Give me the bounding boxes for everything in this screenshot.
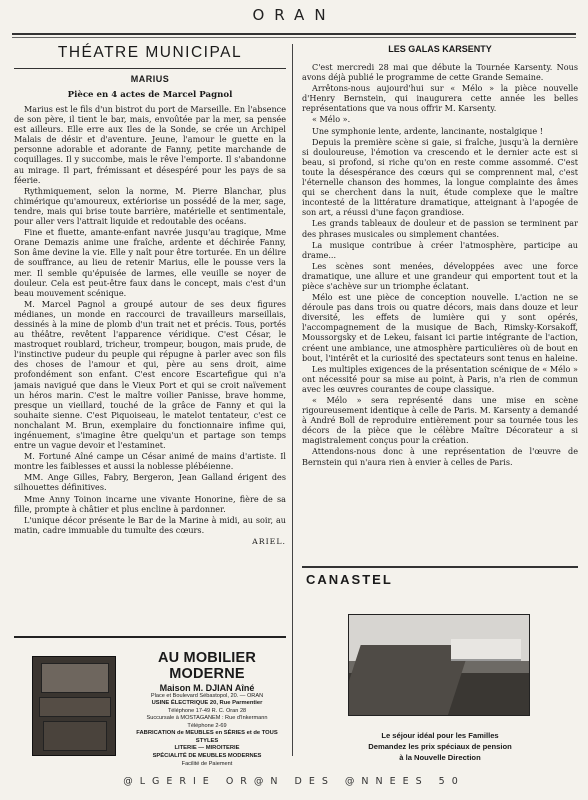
paragraph: Mélo est une pièce de conception nouvelle. L'action ne se déroule pas dans trois ou quatre décors, mais dans douze et leur diversité, les effets de lumière qui y sont opérés, l'accompagnement de la musique de Bach, Rimsky-Korsakoff, Moussorgsky et de Lekeu, faisant ici partie intégrante de l'action, créent une ambiance, une atmosphère particulières où de bout en bout, l'intérêt et la curiosité des spectateurs sont tenus en haleine.: [302, 292, 578, 363]
masthead-rule: [12, 33, 576, 35]
paragraph: Une symphonie lente, ardente, lancinante, nostalgique !: [312, 125, 543, 136]
advertisement-canastel: [302, 566, 578, 766]
paragraph: Marius est le fils d'un bistrot du port de Marseille. En l'absence de son père, il tient le bar, mais, envoûtée par la mer, sa pensée est ailleurs. Elle erre aux Iles de la Sonde, se crée un Archipel Malais de désir et d'aventure. Jeune, l'amour le guette en la personne adorable et adorante de Fanny, petite marchande de coquillages. Il y succombe, mais le rêve l'emporte. Il s'abandonne au mirage. Il part, frémissant et désespéré pour les pays de sa féerie.: [14, 104, 286, 185]
caption-line: Demandez les prix spéciaux de pension: [368, 742, 512, 751]
caption-line: à la Nouvelle Direction: [399, 753, 481, 762]
ad-line: Téléphone 17-49 R. C. Oran 28: [167, 708, 247, 714]
ad-line: Facilité de Paiement: [181, 760, 233, 767]
paragraph: Les grands tableaux de douleur et de passion se terminent par des phrases musicales ou simplement chantées.: [302, 218, 578, 239]
paragraph: « Mélo » sera représenté dans une mise en scène rigoureusement identique à celle de Paris. M. Karsenty a demandé à André Boll de reproduire entièrement pour sa tournée tous les décors de la pièce que le célèbre Maître Décorateur a si magistralement conçus pour la création.: [302, 395, 578, 446]
masthead: ORAN: [252, 6, 336, 24]
paragraph: L'unique décor présente le Bar de la Marine à midi, au soir, au matin, cadre immuable du tumulte des cœurs.: [14, 514, 286, 535]
canastel-caption: [302, 730, 578, 763]
ad-line: LITERIE — MIROITERIE: [174, 745, 240, 752]
paragraph: Fine et fluette, amante-enfant navrée jusqu'au tragique, Mme Orane Demazis anime une fraîche, ardente et déchirée Fanny, Son âme devine la vie. Elle y naît pour être torturée. En un délire de souffrance, au lieu de retenir Marius, elle le pousse vers la mer. Il semble qu'épuisée de larmes, elle veuille se noyer de douleur. Cela est peut-être faux dans le concept, mais c'est d'un beau mouvement scénique.: [14, 227, 286, 298]
canastel-title: CANASTEL: [306, 572, 393, 587]
furniture-photo: [32, 656, 116, 756]
ad-line: Téléphone 2-69: [187, 722, 227, 729]
ad-line: Succursale à MOSTAGANEM : Rue d'Inkermann: [146, 715, 268, 722]
article-title: MARIUS: [130, 74, 170, 84]
column-divider: [292, 44, 293, 756]
paragraph: Mme Anny Toinon incarne une vivante Honorine, fière de sa fille, prompte à châtier et plus encline à pardonner.: [14, 493, 286, 514]
article-title: LES GALAS KARSENTY: [388, 44, 492, 54]
left-column: [14, 42, 286, 632]
ad-house: Maison M. DJIAN Aîné: [159, 683, 255, 693]
article-body: [14, 104, 286, 535]
ad-line: Place et Boulevard Sébastopol, 20. — ORAN: [150, 693, 264, 699]
canastel-rule: [302, 566, 578, 568]
ad-line: SPÉCIALITÉ DE MEUBLES MODERNES: [152, 753, 262, 759]
advertisement-mobilier: [14, 636, 286, 768]
paragraph: Arrêtons-nous aujourd'hui sur « Mélo » la pièce nouvelle d'Henry Bernstein, qui inaugurera cette année les belles représentations que va nous offrir M. Karsenty.: [302, 83, 578, 114]
section-title: THÉATRE MUNICIPAL: [57, 44, 243, 61]
canastel-photo: [348, 614, 530, 716]
paragraph: La musique contribue à créer l'atmosphère, participe au drame...: [302, 239, 578, 260]
right-column: [302, 42, 578, 560]
paragraph: M. Marcel Pagnol a groupé autour de ses deux figures médianes, un monde en raccourci de travailleurs marseillais, dessinés à la mine de plomb d'un trait net et précis. Tous, portés au théâtre, revêtent l'apparence véridique. C'est César, le mastroquet roublard, tricheur, trompeur, bougon, mais prude, de l'instinctive pudeur du peuple qui répugne à parler avec son fils des choses de l'amour et qui, père au sens droit, aime profondément son enfant. C'est encore Escartefigue qui n'a jamais navigué que dans le Vieux Port et qui se croit naïvement un héros marin. C'est le maître voilier Panisse, brave homme, presque un vieillard, touché de la grâce de Fanny et qui la souhaite sienne. C'est Piquoiseau, le matelot tentateur, c'est ce nonchalant M. Brun, exemplaire du fonctionnaire infime qui, ingénuement, s'imagine être quelqu'un et partage son temps entre un vague devoir et l'estaminet.: [14, 298, 286, 451]
ad-line: USINE ÉLECTRIQUE 20, Rue Parmentier: [151, 700, 263, 707]
paragraph: Les multiples exigences de la présentation scénique de « Mélo » ont nécessité pour sa mise au point, à Paris, n'a rien de commun avec les œuvres courantes de coupe classique.: [302, 363, 578, 394]
signature: ARIEL.: [252, 536, 286, 546]
masthead-rule-thin: [12, 37, 576, 38]
paragraph: « Mélo ».: [312, 114, 351, 125]
paragraph: C'est mercredi 28 mai que débute la Tournée Karsenty. Nous avons déjà publié le programme de cette Grande Semaine.: [302, 62, 578, 83]
ad-line: FABRICATION de MEUBLES en SÉRIES et de TOUS STYLES: [136, 730, 278, 744]
caption-line: Le séjour idéal pour les Familles: [381, 731, 499, 740]
article-subtitle: Pièce en 4 actes de Marcel Pagnol: [67, 90, 233, 100]
ad-text-block: [126, 650, 288, 768]
paragraph: M. Fortuné Aîné campe un César animé de mains d'artiste. Il montre les faiblesses et aussi la noblesse plébéienne.: [14, 451, 286, 472]
paragraph: Attendons-nous donc à une représentation de l'œuvre de Bernstein qui n'aura rien à envier à celles de Paris.: [302, 446, 578, 467]
paragraph: MM. Ange Gilles, Fabry, Bergeron, Jean Galland érigent des silhouettes définitives.: [14, 472, 286, 493]
section-rule: [14, 68, 286, 69]
footer-watermark: @LGERIE OR@N DES @NNEES 50: [123, 776, 465, 787]
paragraph: Les scènes sont menées, développées avec une force dramatique, une allure et une grandeur qui emportent tout et la pièce s'achève sur un triomphe éclatant.: [302, 260, 578, 291]
ad-brand: AU MOBILIER MODERNE: [157, 650, 257, 682]
article-body: [302, 62, 578, 467]
paragraph: Rythmiquement, selon la norme, M. Pierre Blanchar, plus chimérique qu'amoureux, extériorise un possédé de la mer, sage, tendre, mais qui brise toute barrière, matérielle et sentimentale, pour aller vers l'attrait liquide et redoutable des océans.: [14, 185, 286, 227]
paragraph: Depuis la première scène si gaie, si fraîche, jusqu'à la dernière si douloureuse, l'émotion va crescendo et le dernier acte est si beau, si profond, si riche qu'on en reste comme assommé. C'est toute la désespérance des cœurs qui se comprennent mal, c'est l'éternelle chanson des hommes, la longue complainte des âmes qui se cherchent dans la nuit, étude complexe que le maître incontesté de la littérature dramatique, atteignant à l'apogée de son art, a réussi d'une façon grandiose.: [302, 136, 578, 218]
